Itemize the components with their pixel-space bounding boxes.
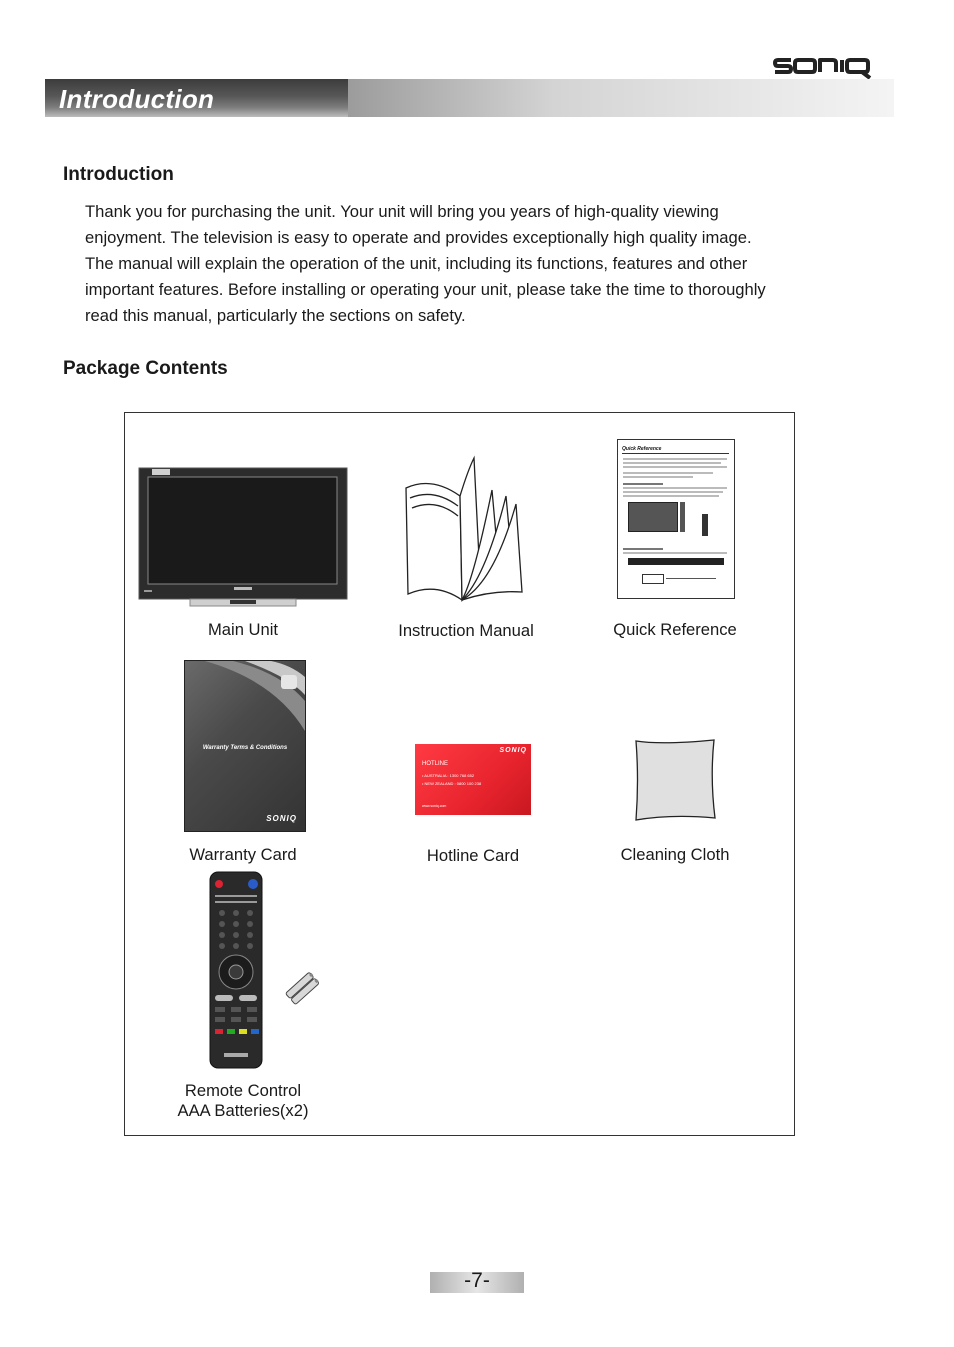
intro-paragraph [85, 199, 845, 329]
label-instruction-manual: Instruction Manual [398, 621, 534, 640]
warranty-card-text: Warranty Terms & Conditions [202, 745, 288, 751]
quick-ref-title: Quick Reference [622, 446, 662, 452]
label-cleaning-cloth: Cleaning Cloth [620, 845, 730, 864]
header-title: Introduction [59, 84, 215, 114]
label-remote-control: Remote Control [184, 1081, 302, 1100]
label-quick-reference: Quick Reference [613, 620, 737, 639]
cleaning-cloth-image [632, 738, 718, 822]
intro-line: Thank you for purchasing the unit. Your unit will bring you years of high-quality viewing [85, 202, 719, 221]
intro-line: important features. Before installing or operating your unit, please take the time to thoroughly [85, 280, 766, 299]
page-number: -7- [464, 1269, 490, 1292]
label-batteries: AAA Batteries(x2) [177, 1101, 309, 1120]
warranty-card-brand: SONIQ [266, 814, 297, 823]
hotline-card-title: HOTLINE [422, 761, 449, 767]
hotline-card-image [415, 744, 531, 815]
instruction-manual-image [402, 450, 524, 610]
label-hotline-card: Hotline Card [426, 846, 520, 865]
quick-reference-image [617, 439, 735, 599]
hotline-card-url: www.soniq.com [422, 804, 447, 808]
soniq-logo [772, 52, 876, 80]
label-warranty-card: Warranty Card [189, 845, 297, 864]
tv-image [138, 467, 348, 611]
batteries-image [282, 968, 322, 1008]
hotline-card-brand: SONIQ [499, 747, 527, 754]
intro-line: read this manual, particularly the sections on safety. [85, 306, 466, 325]
hotline-card-line2: • NEW ZEALAND : 0800 100 238 [422, 781, 482, 786]
hotline-card-line1: • AUSTRALIA : 1300 768 652 [422, 773, 475, 778]
package-heading: Package Contents [63, 358, 228, 379]
intro-line: The manual will explain the operation of the unit, including its functions, features and other [85, 254, 748, 273]
label-main-unit: Main Unit [207, 620, 279, 639]
intro-heading: Introduction [63, 164, 174, 185]
remote-control-image [209, 871, 263, 1069]
warranty-card-image [184, 660, 306, 832]
intro-line: enjoyment. The television is easy to operate and provides exceptionally high quality image. [85, 228, 752, 247]
